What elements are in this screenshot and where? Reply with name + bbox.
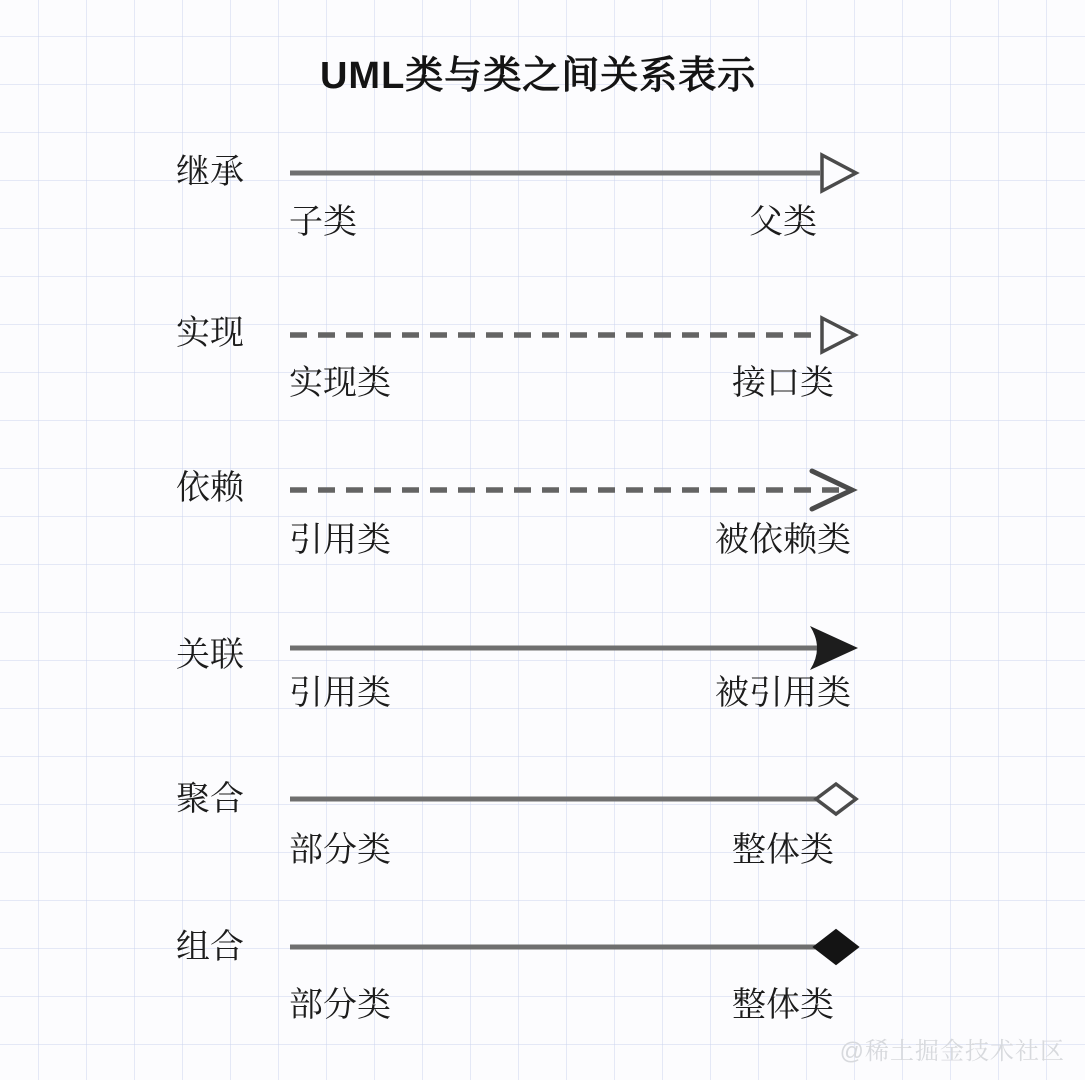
watermark: @稀土掘金技术社区	[839, 1038, 1065, 1065]
dependency-connector	[288, 462, 868, 518]
target-class-label: 整体类	[732, 831, 834, 869]
source-class-label: 部分类	[289, 986, 391, 1024]
target-class-label: 被依赖类	[715, 521, 851, 559]
filled-diamond-icon	[814, 930, 858, 964]
target-class-label: 接口类	[732, 364, 834, 402]
relationship-label-dependency: 依赖	[176, 469, 244, 507]
composition-connector	[288, 919, 868, 975]
open-triangle-arrowhead-icon	[822, 155, 856, 191]
aggregation-connector	[288, 771, 868, 827]
source-class-label: 子类	[289, 203, 357, 241]
open-diamond-icon	[816, 784, 856, 814]
target-class-label: 父类	[749, 203, 817, 241]
relationship-label-association: 关联	[176, 636, 244, 674]
source-class-label: 引用类	[289, 674, 391, 712]
source-class-label: 部分类	[289, 831, 391, 869]
target-class-label: 整体类	[732, 986, 834, 1024]
relationship-label-aggregation: 聚合	[176, 780, 244, 818]
association-connector	[288, 620, 868, 676]
target-class-label: 被引用类	[715, 674, 851, 712]
filled-arrowhead-icon	[810, 626, 858, 670]
source-class-label: 引用类	[289, 521, 391, 559]
open-triangle-arrowhead-icon	[822, 318, 855, 352]
inheritance-connector	[288, 145, 868, 201]
realization-connector	[288, 307, 868, 363]
relationship-label-composition: 组合	[176, 928, 244, 966]
relationship-label-realization: 实现	[176, 314, 244, 352]
source-class-label: 实现类	[289, 364, 391, 402]
relationship-label-inheritance: 继承	[176, 153, 244, 191]
diagram-title: UML类与类之间关系表示	[319, 55, 757, 97]
